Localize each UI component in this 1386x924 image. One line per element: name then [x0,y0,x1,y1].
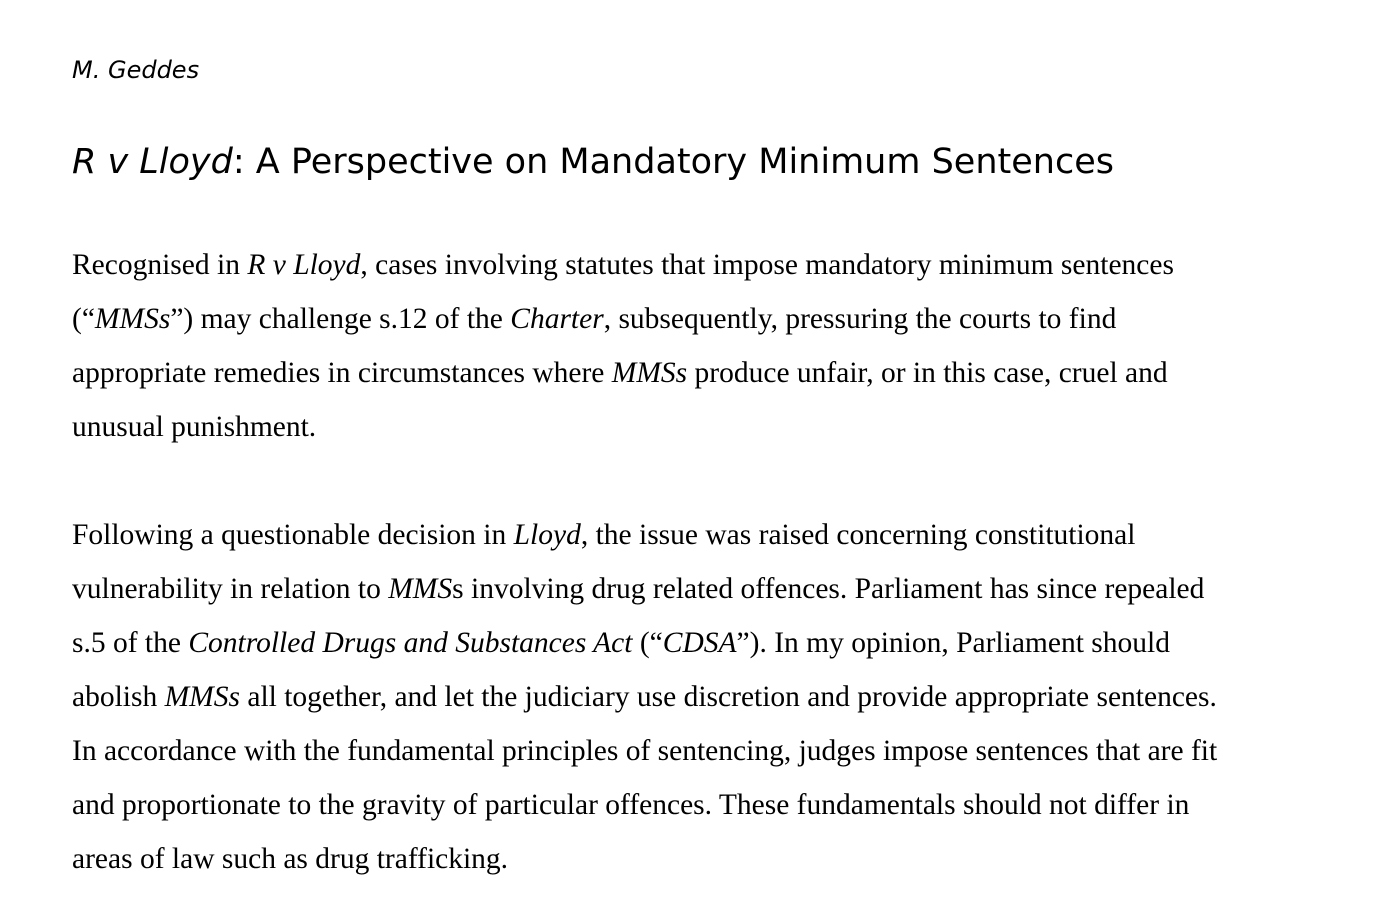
paragraph-line [72,238,1307,292]
paragraph-line [72,616,1312,670]
text-run: unusual punishment. [72,411,317,443]
paragraph-line [72,778,1312,832]
text-run: , the issue was raised concerning constitutional [580,519,1136,551]
paragraph-line [72,562,1312,616]
paragraph-line [72,832,1312,886]
text-run: , cases involving statutes that impose mandatory minimum sentences [360,249,1174,281]
text-run: areas of law such as drug trafficking. [72,843,509,875]
italic-run: R v Lloyd [247,249,361,281]
italic-run: Lloyd [513,519,581,551]
title-subtitle: : A Perspective on Mandatory Minimum Sentences [232,142,1114,182]
italic-run: MMSs [94,303,171,335]
text-run: (“ [632,627,663,659]
paragraph-line [72,508,1312,562]
text-run: , subsequently, pressuring the courts to find [603,303,1117,335]
italic-run: CDSA [662,627,737,659]
text-run: Following a questionable decision in [72,519,514,551]
text-run: appropriate remedies in circumstances where [72,357,612,389]
italic-run: Controlled Drugs and Substances Act [188,627,633,659]
italic-run: Charter [510,303,604,335]
paragraph-line [72,670,1312,724]
text-run: ”) may challenge s.12 of the [170,303,511,335]
paragraph-line [72,346,1307,400]
italic-run: MMS [388,573,453,605]
author-header: M. Geddes [72,56,200,84]
article-title [72,142,1114,182]
paragraph-1 [72,238,1307,454]
text-run: s.5 of the [72,627,189,659]
italic-run: MMSs [611,357,688,389]
text-run: produce unfair, or in this case, cruel and [687,357,1168,389]
text-run: vulnerability in relation to [72,573,389,605]
text-run: abolish [72,681,165,713]
text-run: and proportionate to the gravity of particular offences. These fundamentals should not differ in [72,789,1190,821]
text-run: In accordance with the fundamental principles of sentencing, judges impose sentences that are fit [72,735,1218,767]
paragraph-line [72,292,1307,346]
italic-run: MMSs [164,681,240,713]
text-run: (“ [72,303,95,335]
paragraph-line [72,724,1312,778]
text-run: ”). In my opinion, Parliament should [736,627,1170,659]
text-run: all together, and let the judiciary use discretion and provide appropriate sentences. [239,681,1217,713]
text-run: Recognised in [72,249,248,281]
paragraph-line [72,400,1307,454]
text-run: s involving drug related offences. Parliament has since repealed [452,573,1205,605]
paragraph-2 [72,508,1312,886]
title-case-name: R v Lloyd [72,142,233,182]
